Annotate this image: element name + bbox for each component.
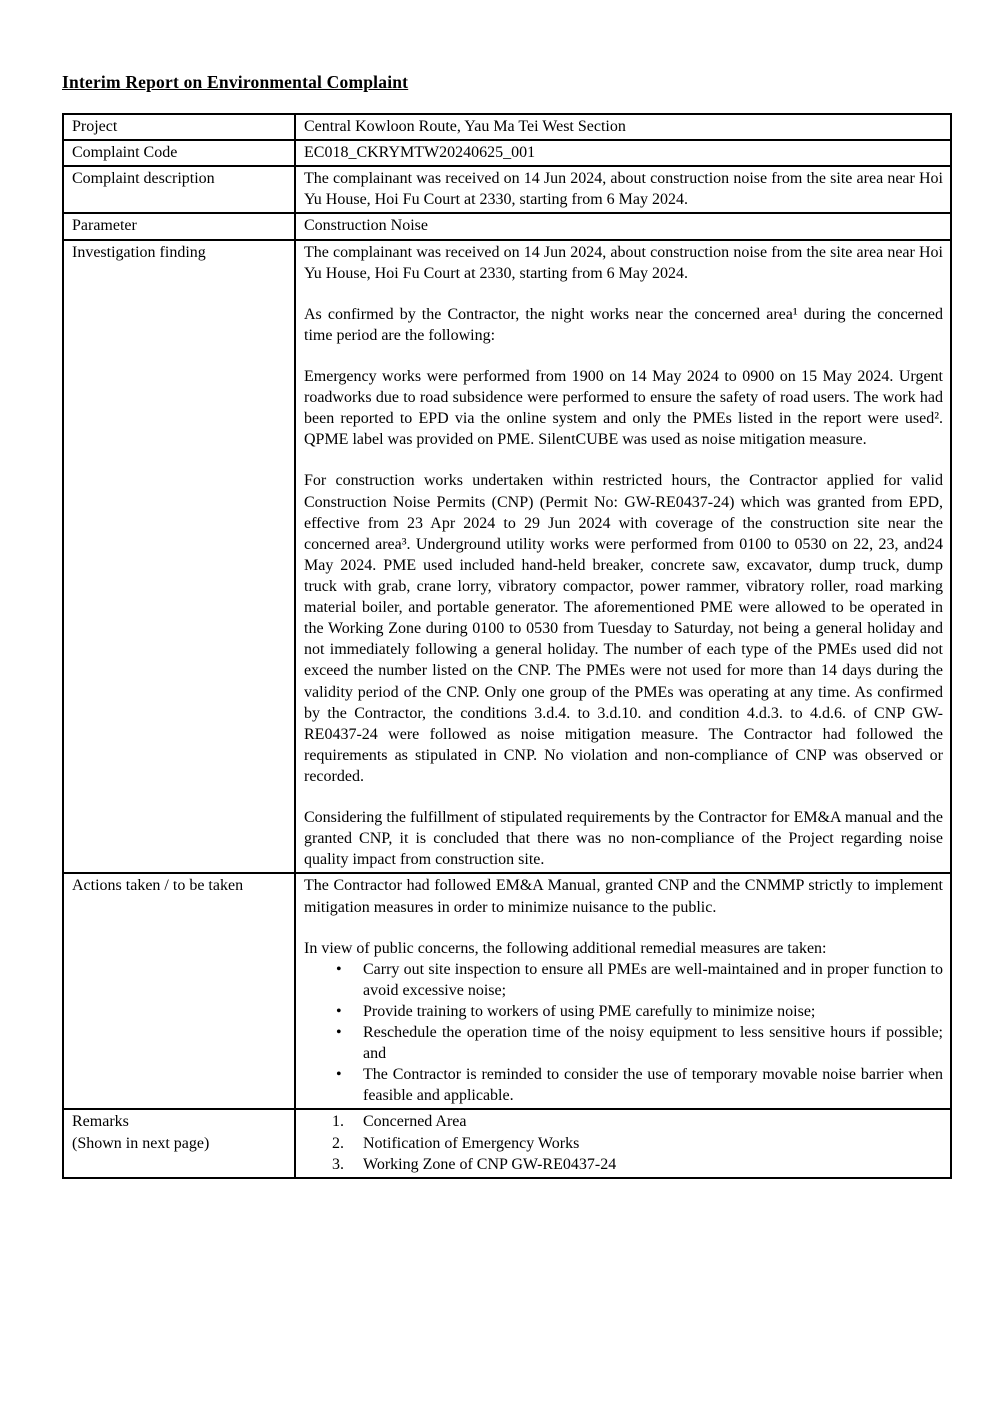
table-row-investigation-finding [63,240,951,874]
complaint-description-label: Complaint description [63,166,295,213]
remark-item: Notification of Emergency Works [363,1134,580,1152]
remedial-measure-item: • Reschedule the operation time of the noisy equipment to less sensitive hours if possible; and [304,1022,943,1064]
actions-label: Actions taken / to be taken [63,873,295,1109]
actions-paragraph: In view of public concerns, the following additional remedial measures are taken: [304,939,827,957]
investigation-paragraph: Emergency works were performed from 1900 on 14 May 2024 to 0900 on 15 May 2024. Urgent roadworks due to road subsidence were performed to ensure the safety of road users. The work had been reported to EPD via the online system and only the PMEs listed in the report were used². QPME label was provided on PME. SilentCUBE was used as noise mitigation measure. [304,367,943,449]
table-row-project [63,114,951,140]
parameter-value: Construction Noise [295,213,951,239]
table-row-complaint-description [63,166,951,213]
actions-paragraph: The Contractor had followed EM&A Manual, granted CNP and the CNMMP strictly to implement mitigation measures in order to minimize nuisance to the public. [304,877,943,916]
complaint-code-label: Complaint Code [63,140,295,166]
remarks-list [304,1111,943,1174]
parameter-label: Parameter [63,213,295,239]
complaint-description-value: The complainant was received on 14 Jun 2024, about construction noise from the site area near Hoi Yu House, Hoi Fu Court at 2330, starting from 6 May 2024. [295,166,951,213]
remedial-measure-item: • Carry out site inspection to ensure all PMEs are well-maintained and in proper function to avoid excessive noise; [304,959,943,1001]
project-value: Central Kowloon Route, Yau Ma Tei West Section [295,114,951,140]
remarks-value [295,1109,951,1177]
table-row-actions [63,873,951,1109]
investigation-finding-label: Investigation finding [63,240,295,874]
remark-item: Concerned Area [363,1113,467,1131]
investigation-paragraph: Considering the fulfillment of stipulated requirements by the Contractor for EM&A manual and the granted CNP, it is concluded that there was no non-compliance of the Project regarding noise quality impact from construction site. [304,809,943,869]
complaint-code-value: EC018_CKRYMTW20240625_001 [295,140,951,166]
remedial-measure-item: • The Contractor is reminded to consider the use of temporary movable noise barrier when feasible and applicable. [304,1064,943,1106]
investigation-paragraph: For construction works undertaken within restricted hours, the Contractor applied for valid Construction Noise Permits (CNP) (Permit No: GW-RE0437-24) which was granted from EPD, effective from 23 Apr 2024 to 29 Jun 2024 with coverage of the construction site near the concerned area³. Underground utility works were performed from 0100 to 0530 on 22, 23, and24 May 2024. PME used included hand-held breaker, concrete saw, excavator, dump truck, dump truck with grab, crane lorry, vibratory compactor, power rammer, vibratory roller, road marking material boiler, and portable generator. The aforementioned PME were allowed to be operated in the Working Zone during 0100 to 0530 from Tuesday to Saturday, not being a general holiday and not immediately following a general holiday. The number of each type of the PMEs used did not exceed the number listed on the CNP. The PMEs were not used for more than 14 days during the validity period of the CNP. Only one group of the PMEs was operating at any time. As confirmed by the Contractor, the conditions 3.d.4. to 3.d.10. and condition 4.d.3. to 4.d.6. of CNP GW-RE0437-24 were followed as noise mitigation measure. The Contractor had followed the requirements as stipulated in CNP. No violation and non-compliance of CNP was observed or recorded. [304,472,943,785]
remedial-measures-list [304,959,943,1107]
table-row-complaint-code [63,140,951,166]
table-row-parameter [63,213,951,239]
project-label: Project [63,114,295,140]
remarks-label: Remarks [72,1113,129,1131]
actions-value [295,873,951,1109]
remarks-label-note: (Shown in next page) [72,1134,210,1152]
table-row-remarks [63,1109,951,1177]
remedial-measure-item: • Provide training to workers of using PME carefully to minimize noise; [304,1001,943,1022]
complaint-report-table [62,113,952,1179]
investigation-finding-value [295,240,951,874]
remarks-label-cell [63,1109,295,1177]
page-title: Interim Report on Environmental Complaint [62,72,409,92]
remark-item: Working Zone of CNP GW-RE0437-24 [363,1155,617,1173]
investigation-paragraph: The complainant was received on 14 Jun 2024, about construction noise from the site area near Hoi Yu House, Hoi Fu Court at 2330, starting from 6 May 2024. [304,243,943,282]
investigation-paragraph: As confirmed by the Contractor, the night works near the concerned area¹ during the concerned time period are the following: [304,305,943,344]
